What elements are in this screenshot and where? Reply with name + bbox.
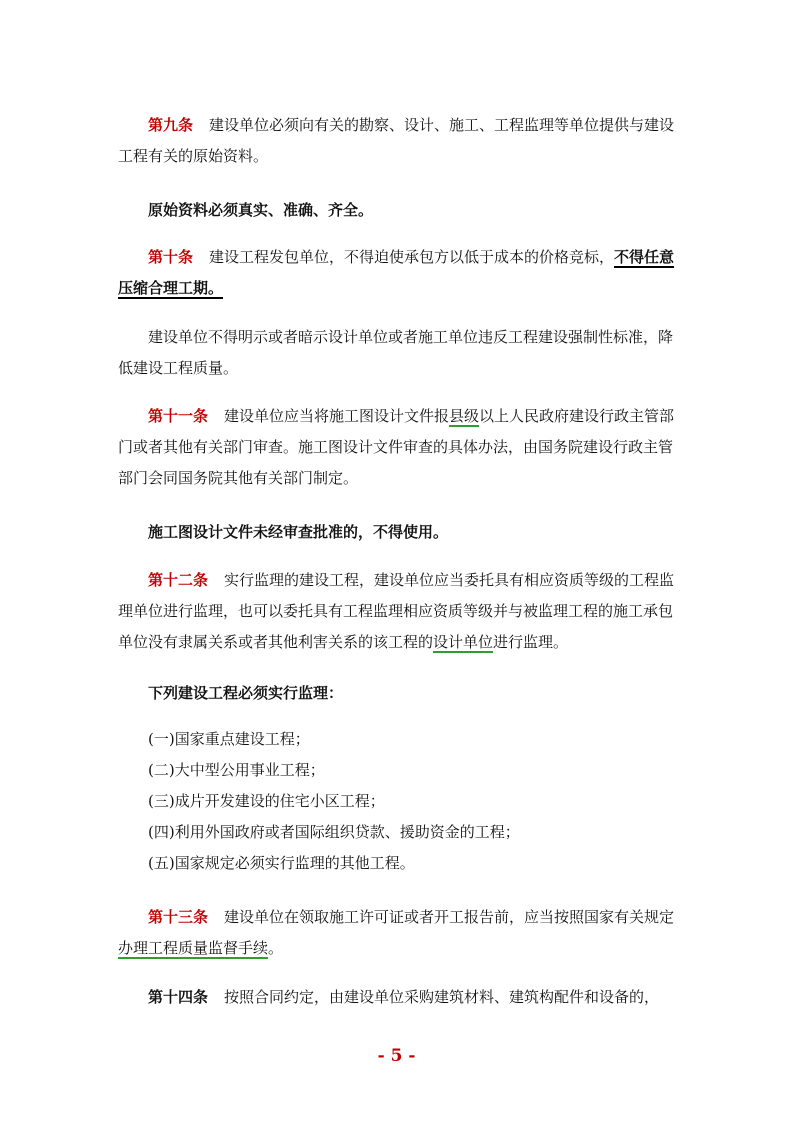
list-item: (二)大中型公用事业工程； [148,761,325,779]
article-13-label: 第十三条 [148,908,209,926]
article-10-label: 第十条 [148,248,194,266]
article-14-text: 按照合同约定，由建设单位采购建筑材料、建筑构配件和设备的， [224,988,660,1006]
list-item: (四)利用外国政府或者国际组织贷款、援助资金的工程； [148,823,520,841]
article-12-underlined: 设计单位 [433,633,494,651]
article-14 [118,982,680,1013]
article-10-underlined: 不得任意压缩合理工期。 [118,248,675,297]
list-item: (五)国家规定必须实行监理的其他工程。 [148,854,415,872]
article-13-text-a: 建设单位在领取施工许可证或者开工报告前，应当按照国家有关规定 [224,908,675,926]
article-13-underlined: 办理工程质量监督手续 [118,939,269,957]
list-item: (三)成片开发建设的住宅小区工程； [148,792,385,810]
article-11-text-b: 以上人民政府建设行政主管部门或者其他有关部门审查。施工图设计文件审查的具体办法，由国务院建设行政主管部门会同国务院其他有关部门制定。 [118,407,675,487]
article-12-text-b: 进行监理。 [493,633,569,651]
page-number: - 5 - [377,1046,416,1066]
article-11-para2: 施工图设计文件未经审查批准的，不得使用。 [148,523,449,541]
article-9 [118,110,680,172]
article-12 [118,565,680,658]
article-12-para2: 下列建设工程必须实行监理： [148,684,344,702]
article-9-para2: 原始资料必须真实、准确、齐全。 [148,201,374,219]
article-12-text-a: 实行监理的建设工程，建设单位应当委托具有相应资质等级的工程监理单位进行监理，也可以委托具有工程监理相应资质等级并与被监理工程的施工承包单位没有隶属关系或者其他利害关系的该工程的 [118,571,675,651]
article-13-text-b: 。 [268,939,284,957]
article-13 [118,902,680,964]
article-10 [118,242,680,304]
article-9-text: 建设单位必须向有关的勘察、设计、施工、工程监理等单位提供与建设工程有关的原始资料。 [118,116,675,165]
article-11-underlined: 县级 [449,407,480,425]
article-9-label: 第九条 [148,116,194,134]
article-14-label: 第十四条 [148,988,209,1006]
supervision-list [148,724,520,879]
article-11-label: 第十一条 [148,407,209,425]
article-10-text: 建设工程发包单位，不得迫使承包方以低于成本的价格竞标， [209,248,615,266]
list-item: (一)国家重点建设工程； [148,730,310,748]
article-11-text-a: 建设单位应当将施工图设计文件报 [224,407,450,425]
article-10-para2: 建设单位不得明示或者暗示设计单位或者施工单位违反工程建设强制性标准，降低建设工程质量。 [118,328,674,377]
article-11 [118,401,680,494]
article-12-label: 第十二条 [148,571,209,589]
